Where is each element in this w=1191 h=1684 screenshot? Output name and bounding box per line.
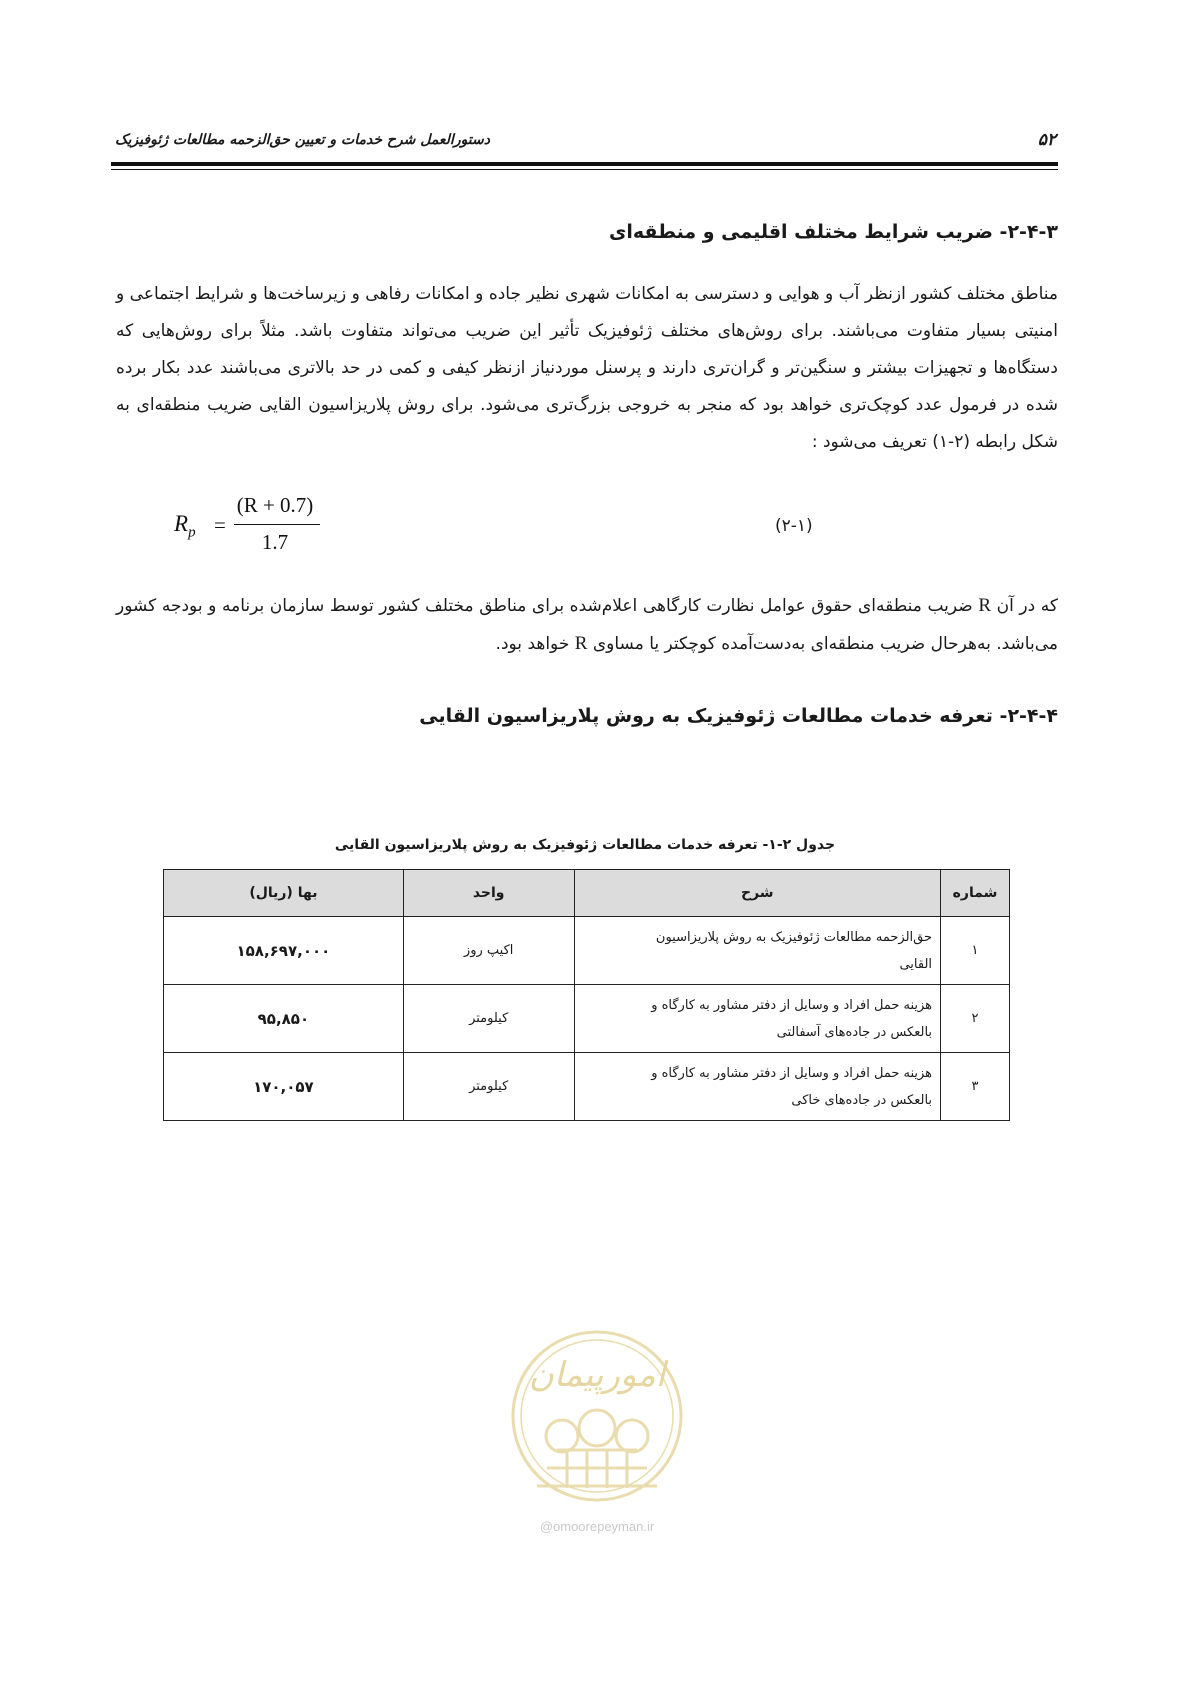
row-description: هزینه حمل افراد و وسایل از دفتر مشاور به کارگاه و بالعکس در جاده‌های آسفالتی bbox=[574, 985, 941, 1053]
row-unit: کیلومتر bbox=[403, 1053, 574, 1121]
table-header-row bbox=[164, 870, 1010, 917]
section-heading-climate-factor: ۲-۴-۳- ضریب شرایط مختلف اقلیمی و منطقه‌ای bbox=[608, 221, 1058, 243]
tariff-table bbox=[163, 869, 1010, 1121]
running-title: دستورالعمل شرح خدمات و تعیین حق‌الزحمه مطالعات ژئوفیزیک bbox=[115, 132, 490, 148]
row-number: ۱ bbox=[941, 917, 1010, 985]
row-description: حق‌الزحمه مطالعات ژئوفیزیک به روش پلاریزاسیون القایی bbox=[574, 917, 941, 985]
table-row bbox=[164, 917, 1010, 985]
watermark-url: @omoorepeyman.ir bbox=[539, 1519, 655, 1534]
row-price: ۱۵۸,۶۹۷,۰۰۰ bbox=[164, 917, 404, 985]
svg-text:امورپیمان: امورپیمان bbox=[528, 1355, 666, 1395]
section-heading-tariff: ۲-۴-۴- تعرفه خدمات مطالعات ژئوفیزیک به روش پلاریزاسیون القایی bbox=[419, 705, 1058, 727]
formula-rp bbox=[174, 493, 324, 559]
header-number: شماره bbox=[941, 870, 1010, 917]
header-description: شرح bbox=[574, 870, 941, 917]
watermark-logo-icon bbox=[507, 1316, 687, 1516]
row-price: ۹۵,۸۵۰ bbox=[164, 985, 404, 1053]
header-unit: واحد bbox=[403, 870, 574, 917]
row-price: ۱۷۰,۰۵۷ bbox=[164, 1053, 404, 1121]
page-number: ۵۲ bbox=[1037, 130, 1056, 150]
formula-lhs: $R_p$ bbox=[174, 511, 196, 541]
row-number: ۲ bbox=[941, 985, 1010, 1053]
paragraph-climate-factor: مناطق مختلف کشور ازنظر آب و هوایی و دسترسی به امکانات شهری نظیر جاده و امکانات رفاهی و زیرساخت‌ها و شرایط اجتماعی و امنیتی بسیار متفاوت می‌باشند. برای روش‌های مختلف ژئوفیزیک تأثیر این ضریب می‌تواند متفاوت باشد. مثلاً برای روش‌هایی که دستگاه‌ها و تجهیزات بیشتر و سنگین‌تر و گران‌تری دارند و پرسنل موردنیاز ازنظر کیفی و کمی در حد بالاتری می‌باشند عدد بکار برده شده در فرمول عدد کوچک‌تری خواهد بود که منجر به خروجی بزرگ‌تری می‌شود. برای روش پلاریزاسیون القایی ضریب منطقه‌ای به شکل رابطه (۲-۱) تعریف می‌شود : bbox=[116, 284, 1058, 452]
paragraph-r-definition: که در آن R ضریب منطقه‌ای حقوق عوامل نظارت کارگاهی اعلام‌شده برای مناطق مختلف کشور توسط سازمان برنامه و بودجه کشور می‌باشد. به‌هرحال ضریب منطقه‌ای به‌دست‌آمده کوچکتر یا مساوی R خواهد بود. bbox=[116, 595, 1058, 654]
table-caption: جدول ۲-۱- تعرفه خدمات مطالعات ژئوفیزیک به روش پلاریزاسیون القایی bbox=[334, 837, 836, 853]
row-description: هزینه حمل افراد و وسایل از دفتر مشاور به کارگاه و بالعکس در جاده‌های خاکی bbox=[574, 1053, 941, 1121]
row-unit: کیلومتر bbox=[403, 985, 574, 1053]
header-rule-thick bbox=[111, 162, 1058, 166]
table-row bbox=[164, 1053, 1010, 1121]
table-row bbox=[164, 985, 1010, 1053]
row-number: ۳ bbox=[941, 1053, 1010, 1121]
formula-equals: = bbox=[214, 513, 226, 537]
formula-denominator: 1.7 bbox=[261, 530, 289, 554]
header-rule-thin bbox=[111, 169, 1058, 170]
fraction-bar bbox=[234, 524, 320, 525]
header-price: بها (ریال) bbox=[164, 870, 404, 917]
equation-number: (۲-۱) bbox=[775, 516, 813, 536]
row-unit: اکیپ روز bbox=[403, 917, 574, 985]
formula-numerator: (R + 0.7) bbox=[236, 493, 314, 517]
page-header bbox=[111, 126, 1058, 156]
